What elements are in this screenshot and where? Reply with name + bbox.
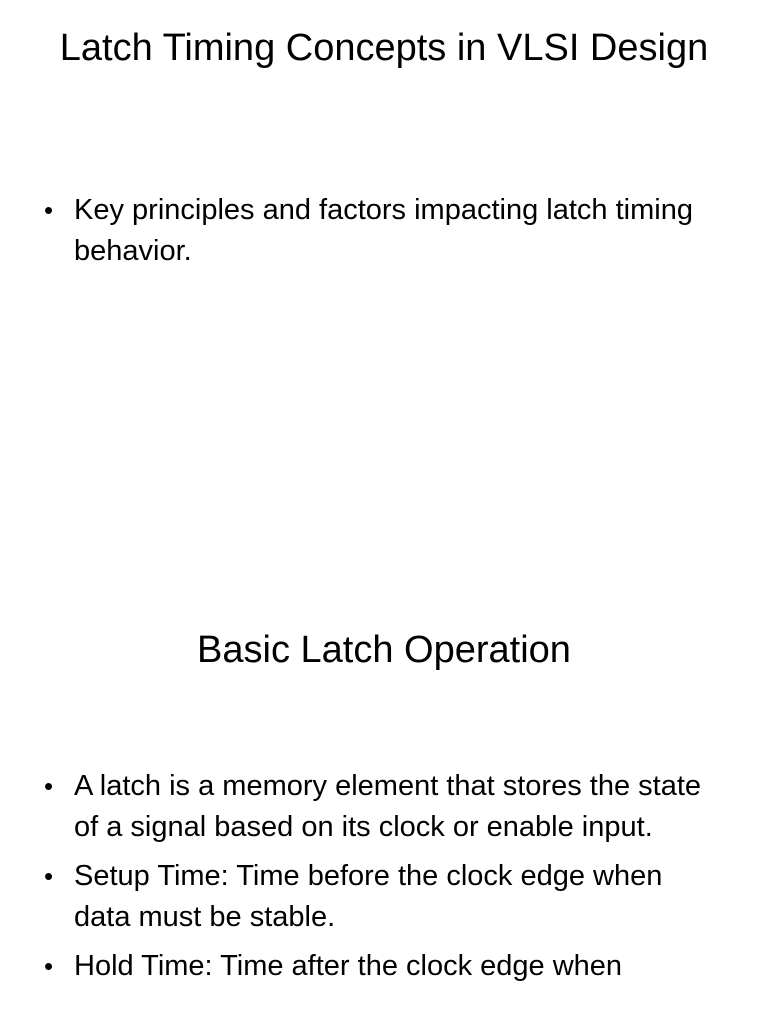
bullet-item bbox=[40, 190, 720, 272]
bullet-text: Key principles and factors impacting latch timing behavior. bbox=[74, 194, 693, 267]
bullet-icon: • bbox=[44, 771, 54, 801]
bullet-text: Setup Time: Time before the clock edge when data must be stable. bbox=[74, 860, 663, 933]
bullet-icon: • bbox=[44, 951, 54, 981]
bullet-item bbox=[40, 946, 720, 987]
slide-title: Basic Latch Operation bbox=[197, 629, 571, 671]
bullet-list bbox=[40, 190, 720, 280]
bullet-icon: • bbox=[44, 195, 54, 225]
bullet-text: Hold Time: Time after the clock edge when bbox=[74, 950, 623, 982]
slide-2 bbox=[0, 512, 768, 1024]
slide-title: Latch Timing Concepts in VLSI Design bbox=[59, 27, 709, 69]
bullet-text: A latch is a memory element that stores the state of a signal based on its clock or enable input. bbox=[74, 770, 702, 843]
bullet-item bbox=[40, 766, 720, 848]
bullet-list bbox=[40, 766, 720, 995]
bullet-item bbox=[40, 856, 720, 938]
bullet-icon: • bbox=[44, 861, 54, 891]
